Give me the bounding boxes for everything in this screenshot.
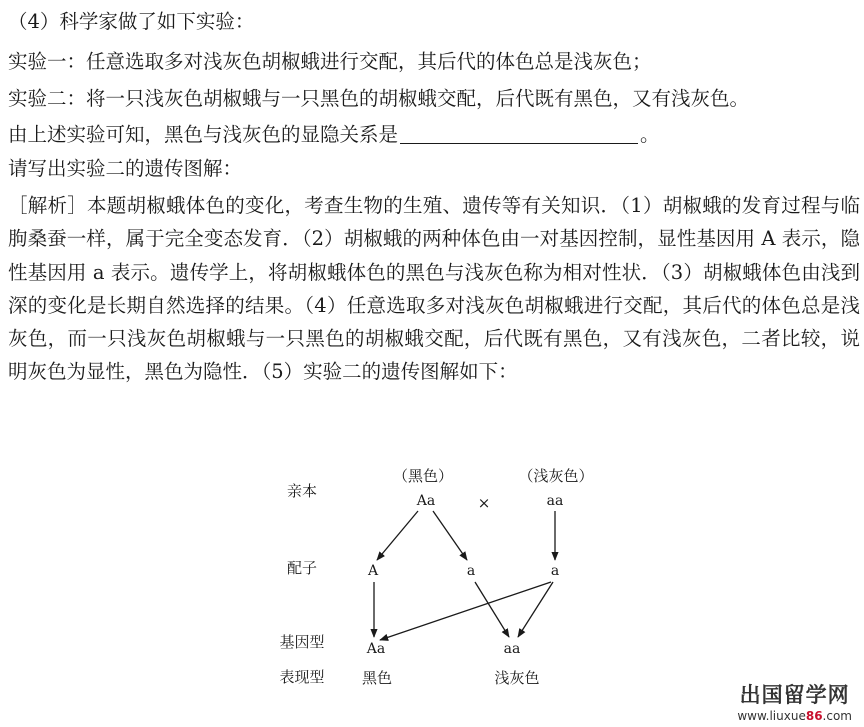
diagram-request: 请写出实验二的遗传图解： — [8, 157, 243, 180]
arrow-a2-to-aa — [518, 582, 553, 637]
watermark-url: www.liuxue86.com — [737, 709, 852, 723]
cross-symbol: × — [477, 494, 491, 512]
arrow-a1-to-aa — [475, 582, 509, 637]
conclusion-suffix: 。 — [640, 123, 660, 146]
arrow-a2-to-Aa — [380, 582, 551, 640]
gamete-a-parent1: a — [466, 563, 476, 579]
answer-blank — [400, 142, 638, 144]
offspring2-phenotype: 浅灰色 — [494, 669, 540, 687]
experiment-one: 实验一：任意选取多对浅灰色胡椒蛾进行交配，其后代的体色总是浅灰色； — [8, 50, 652, 73]
label-genotype: 基因型 — [279, 633, 325, 651]
experiment-two: 实验二：将一只浅灰色胡椒蛾与一只黑色的胡椒蛾交配，后代既有黑色，又有浅灰色。 — [8, 87, 750, 110]
gamete-a-parent2: a — [550, 563, 560, 579]
analysis-paragraph: ［解析］本题胡椒蛾体色的变化，考查生物的生殖、遗传等有关知识．（1）胡椒蛾的发育过程与临朐桑蚕一样，属于完全变态发育．（2）胡椒蛾的两种体色由一对基因控制，显性基因用 A 表示，隐性基因用 a 表示。遗传学上，将胡椒蛾体色的黑色与浅灰色称为相对性状．（3）胡椒蛾体色由浅到深的变化是长期自然选择的结果。（4）任意选取多对浅灰色胡椒蛾进行交配，其后代的体色总是浅灰色，而一只浅灰色胡椒蛾与一只黑色的胡椒蛾交配，后代既有黑色，又有浅灰色，二者比较，说明灰色为显性，黑色为隐性．（5）实验二的遗传图解如下： — [8, 194, 860, 384]
offspring1-genotype: Aa — [366, 641, 386, 657]
arrow-parent1-to-a — [433, 511, 467, 560]
conclusion-question — [8, 123, 858, 147]
label-gametes: 配子 — [286, 559, 318, 577]
offspring2-genotype: aa — [503, 641, 521, 657]
parent2-phenotype: （浅灰色） — [518, 467, 594, 485]
gamete-A: A — [367, 563, 379, 579]
label-parents: 亲本 — [286, 482, 318, 500]
parent1-genotype: Aa — [416, 493, 436, 509]
conclusion-prefix: 由上述实验可知，黑色与浅灰色的显隐关系是 — [8, 123, 399, 146]
offspring1-phenotype: 黑色 — [361, 669, 393, 687]
parent2-genotype: aa — [546, 493, 564, 509]
arrow-parent1-to-A — [377, 511, 418, 560]
site-watermark — [737, 679, 852, 723]
question-heading: （4）科学家做了如下实验： — [8, 10, 255, 33]
label-phenotype: 表现型 — [279, 668, 325, 686]
watermark-title: 出国留学网 — [739, 683, 850, 707]
parent1-phenotype: （黑色） — [392, 467, 454, 485]
